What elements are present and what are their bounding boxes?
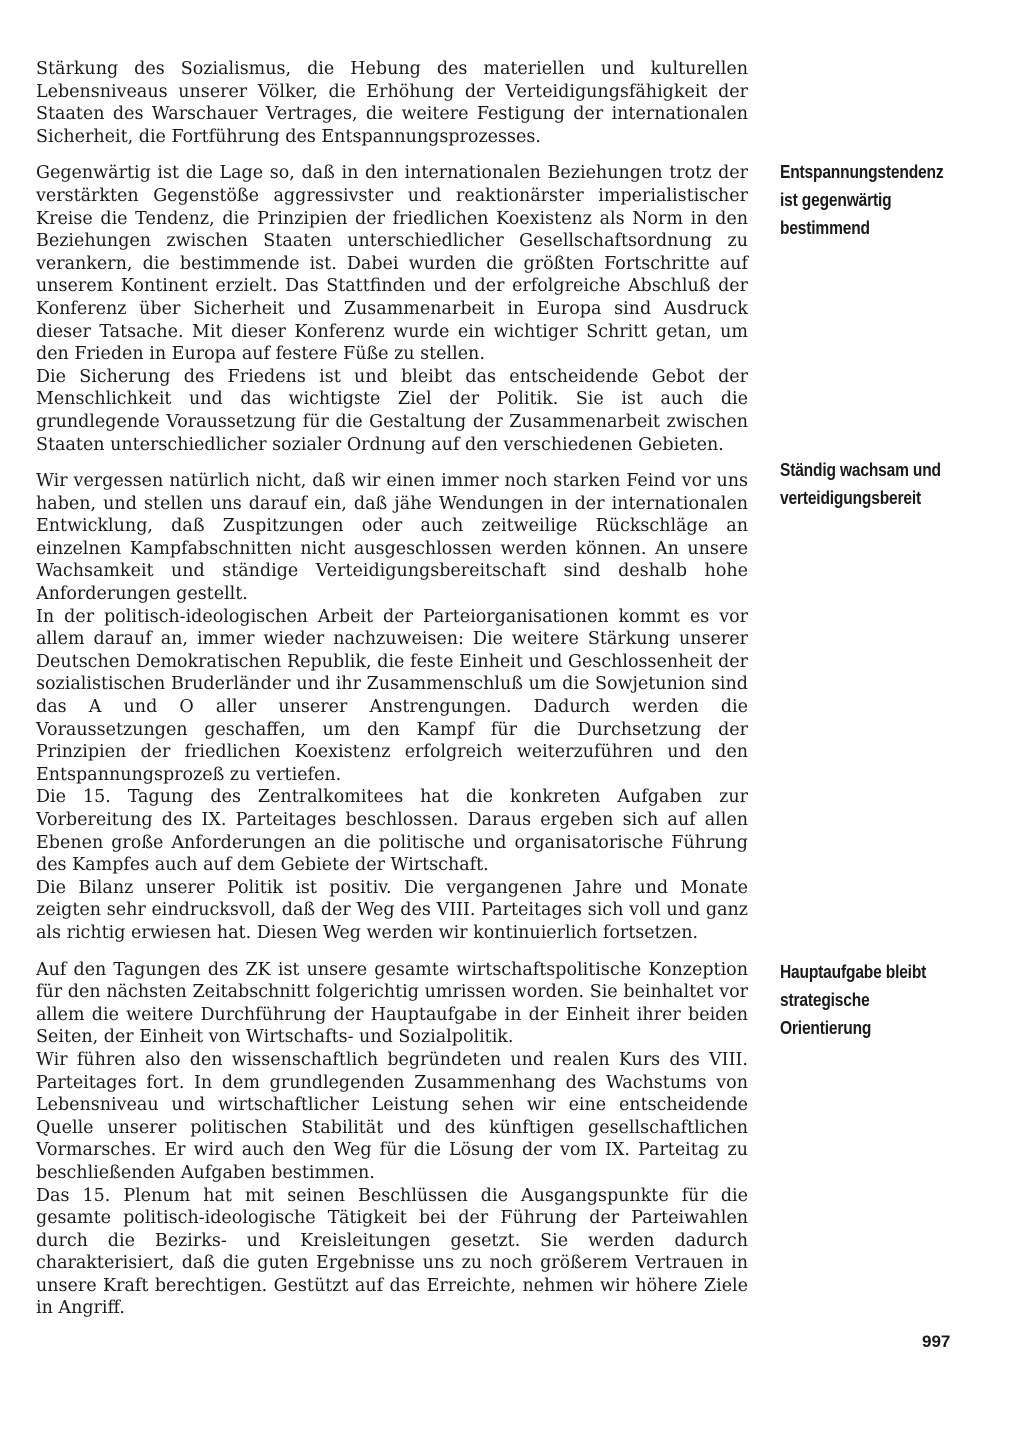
paragraph: Stärkung des Sozialismus, die Hebung des materiellen und kulturellen Lebensniveaus unserer Völker, die Erhöhung der Verteidigungsfähigkeit der Staaten des Warschauer Vertrages, die weitere Festigung der internationalen Sicherheit, die Fortführung des Entspannungsprozesses. xyxy=(36,59,748,147)
paragraph: Das 15. Plenum hat mit seinen Beschlüssen die Ausgangspunkte für die gesamte politisch-ideologische Tätigkeit bei der Führung der Parteiwahlen durch die Bezirks- und Kreisleitungen gesetzt. Sie werden dadurch charakterisiert, daß die guten Ergebnisse uns zu noch größerem Vertrauen in unsere Kraft berechtigen. Gestützt auf das Erreichte, nehmen wir höhere Ziele in Angriff. xyxy=(36,1185,748,1319)
margin-note-wachsam xyxy=(780,456,948,512)
margin-note-line: Hauptaufgabe bleibt xyxy=(780,961,927,982)
paragraph: Gegenwärtig ist die Lage so, daß in den internationalen Beziehungen trotz der verstärkten Gegenstöße aggressivster und reaktionärster imperialistischer Kreise die Tendenz, die Prinzipien der friedlichen Koexistenz als Norm in den Beziehungen zwischen Staaten unterschiedlicher Gesellschaftsordnung zu verankern, die bestimmende ist. Dabei wurden die größten Fortschritte auf unserem Kontinent erzielt. Das Stattfinden und der erfolgreiche Abschluß der Konferenz über Sicherheit und Zusammenarbeit in Europa sind Ausdruck dieser Tatsache. Mit dieser Konferenz wurde ein wichtiger Schritt getan, um den Frieden in Europa auf festere Füße zu stellen. xyxy=(36,163,748,365)
paragraph: Die 15. Tagung des Zentralkomitees hat die konkreten Aufgaben zur Vorbereitung des IX. Parteitages beschlossen. Daraus ergeben sich auf allen Ebenen große Anforderungen an die politische und organisatorische Führung des Kampfes auch auf dem Gebiete der Wirtschaft. xyxy=(36,787,748,876)
margin-note-line: Orientierung xyxy=(780,1017,872,1038)
paragraph: Wir vergessen natürlich nicht, daß wir einen immer noch starken Feind vor uns haben, und stellen uns darauf ein, daß jähe Wendungen in der internationalen Entwicklung, daß Zuspitzungen oder auch zeitweilige Rückschläge an einzelnen Kampfabschnitten nicht ausgeschlossen werden können. An unsere Wachsamkeit und ständige Verteidigungsbereitschaft sind deshalb hohe Anforderungen gestellt. xyxy=(36,471,748,605)
margin-note-line: bestimmend xyxy=(780,217,870,238)
margin-note-line: ist gegenwärtig xyxy=(780,189,892,210)
margin-note-line: Ständig wachsam und xyxy=(780,459,941,480)
main-text-column xyxy=(36,58,748,1320)
paragraph: Auf den Tagungen des ZK ist unsere gesamte wirtschaftspolitische Konzeption für den nächsten Zeitabschnitt folgerichtig umrissen worden. Sie beinhaltet vor allem die weitere Durchführung der Hauptaufgabe in der Einheit ihrer beiden Seiten, der Einheit von Wirtschafts- und Sozialpolitik. xyxy=(36,959,748,1048)
margin-note-line: Entspannungstendenz xyxy=(780,161,944,182)
margin-note-hauptaufgabe xyxy=(780,958,948,1042)
page-number: 997 xyxy=(922,1332,951,1351)
margin-note-entspannung xyxy=(780,158,948,242)
paragraph: In der politisch-ideologischen Arbeit der Parteiorganisationen kommt es vor allem darauf an, immer wieder nachzuweisen: Die weitere Stärkung unserer Deutschen Demokratischen Republik, die feste Einheit und Geschlossenheit der sozialistischen Bruderländer und ihr Zusammenschluß um die Sowjetunion sind das A und O aller unserer Anstrengungen. Dadurch werden die Voraussetzungen geschaffen, um den Kampf für die Durchsetzung der Prinzipien der friedlichen Koexistenz erfolgreich weiterzuführen und den Entspannungsprozeß zu vertiefen. xyxy=(36,606,748,785)
margin-note-line: strategische xyxy=(780,989,870,1010)
paragraph: Die Bilanz unserer Politik ist positiv. Die vergangenen Jahre und Monate zeigten sehr eindrucksvoll, daß der Weg des VIII. Parteitages sich voll und ganz als richtig erwiesen hat. Diesen Weg werden wir kontinuierlich fortsetzen. xyxy=(36,877,748,943)
paragraph: Die Sicherung des Friedens ist und bleibt das entscheidende Gebot der Menschlichkeit und das wichtigste Ziel der Politik. Sie ist auch die grundlegende Voraussetzung für die Gestaltung der Zusammenarbeit zwischen Staaten unterschiedlicher sozialer Ordnung auf den verschiedenen Gebieten. xyxy=(36,366,748,455)
margin-note-line: verteidigungsbereit xyxy=(780,487,922,508)
paragraph: Wir führen also den wissenschaftlich begründeten und realen Kurs des VIII. Parteitages fort. In dem grundlegenden Zusammenhang des Wachstums von Lebensniveau und wirtschaftlicher Leistung sehen wir eine entscheidende Quelle unserer politischen Stabilität und des künftigen gesellschaftlichen Vormarsches. Er wird auch den Weg für die Lösung der vom IX. Parteitag zu beschließenden Aufgaben bestimmen. xyxy=(36,1049,748,1183)
